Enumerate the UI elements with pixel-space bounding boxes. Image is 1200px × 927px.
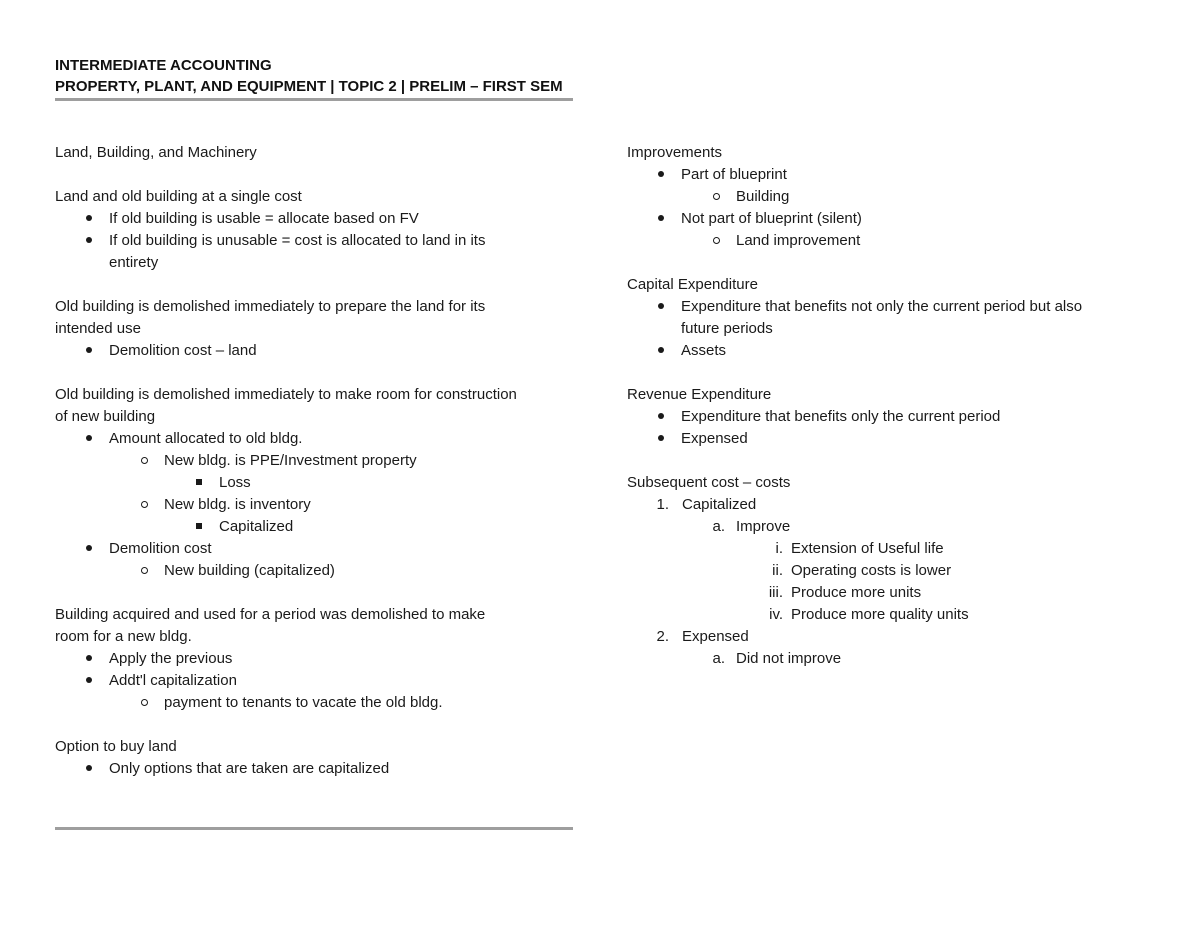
bullet-circle-icon xyxy=(134,494,154,516)
bullet-disc-icon xyxy=(79,230,99,252)
bullet-circle-icon xyxy=(706,230,726,252)
list-item: Expenditure that benefits not only the current period but also xyxy=(627,296,1147,318)
list-subsubitem: Loss xyxy=(55,472,575,494)
list-roman: ii. xyxy=(772,562,783,579)
section-title: Improvements xyxy=(627,144,723,161)
section-title-continuation: room for a new bldg. xyxy=(55,628,192,645)
list-item-continuation: future periods xyxy=(681,320,773,337)
list-item: Amount allocated to old bldg. xyxy=(55,428,575,450)
list-item: Not part of blueprint (silent) xyxy=(627,208,1147,230)
bullet-disc-icon xyxy=(651,296,671,318)
section-title: Old building is demolished immediately to prepare the land for its xyxy=(55,298,486,315)
list-item: Apply the previous xyxy=(55,648,575,670)
bullet-circle-icon xyxy=(134,450,154,472)
list-letter: a. xyxy=(712,518,725,535)
bullet-disc-icon xyxy=(79,538,99,560)
roman-item: ii. Operating costs is lower xyxy=(627,560,1147,582)
list-item: Demolition cost xyxy=(55,538,575,560)
left-column xyxy=(55,142,575,780)
list-subsubitem: Capitalized xyxy=(55,516,575,538)
bullet-square-icon xyxy=(189,472,209,494)
section-title: Land and old building at a single cost xyxy=(55,188,302,205)
bullet-circle-icon xyxy=(706,186,726,208)
bullet-circle-icon xyxy=(134,560,154,582)
list-subitem: New bldg. is inventory xyxy=(55,494,575,516)
list-letter: a. xyxy=(712,650,725,667)
bullet-square-icon xyxy=(189,516,209,538)
list-item: Assets xyxy=(627,340,1147,362)
bullet-disc-icon xyxy=(79,208,99,230)
bullet-disc-icon xyxy=(79,670,99,692)
bullet-disc-icon xyxy=(651,428,671,450)
list-item: Expensed xyxy=(627,428,1147,450)
section-title: Capital Expenditure xyxy=(627,276,758,293)
topic-subtitle: PROPERTY, PLANT, AND EQUIPMENT | TOPIC 2 | PRELIM – FIRST SEM xyxy=(55,78,563,95)
bullet-circle-icon xyxy=(134,692,154,714)
bullet-disc-icon xyxy=(651,164,671,186)
document-header xyxy=(55,55,575,97)
list-item: Part of blueprint xyxy=(627,164,1147,186)
list-subitem: New bldg. is PPE/Investment property xyxy=(55,450,575,472)
list-item: If old building is usable = allocate based on FV xyxy=(55,208,575,230)
numbered-item: 1. Capitalized xyxy=(627,494,1147,516)
section-title: Revenue Expenditure xyxy=(627,386,772,403)
section-title: Building acquired and used for a period was demolished to make xyxy=(55,606,486,623)
header-divider xyxy=(55,98,573,101)
list-item: Only options that are taken are capitalized xyxy=(55,758,575,780)
bullet-disc-icon xyxy=(79,428,99,450)
list-subitem: payment to tenants to vacate the old bldg. xyxy=(55,692,575,714)
roman-item: i. Extension of Useful life xyxy=(627,538,1147,560)
section-title: Subsequent cost – costs xyxy=(627,474,791,491)
bullet-disc-icon xyxy=(79,648,99,670)
list-roman: i. xyxy=(775,540,783,557)
lettered-item: a. Improve xyxy=(627,516,1147,538)
list-subitem: Building xyxy=(627,186,1147,208)
bullet-disc-icon xyxy=(651,406,671,428)
bullet-disc-icon xyxy=(651,340,671,362)
list-item-continuation: entirety xyxy=(109,254,159,271)
roman-item: iii. Produce more units xyxy=(627,582,1147,604)
list-roman: iii. xyxy=(768,584,783,601)
footer-divider xyxy=(55,827,573,830)
section-title: Option to buy land xyxy=(55,738,177,755)
lettered-item: a. Did not improve xyxy=(627,648,1147,670)
section-title: Old building is demolished immediately to make room for construction xyxy=(55,386,517,403)
list-number: 1. xyxy=(656,496,669,513)
bullet-disc-icon xyxy=(79,758,99,780)
list-roman: iv. xyxy=(769,606,783,623)
list-item: Expenditure that benefits only the current period xyxy=(627,406,1147,428)
course-title: INTERMEDIATE ACCOUNTING xyxy=(55,57,272,74)
section-title-continuation: intended use xyxy=(55,320,141,337)
bullet-disc-icon xyxy=(79,340,99,362)
list-number: 2. xyxy=(656,628,669,645)
numbered-item: 2. Expensed xyxy=(627,626,1147,648)
section-title-continuation: of new building xyxy=(55,408,156,425)
bullet-disc-icon xyxy=(651,208,671,230)
list-item: If old building is unusable = cost is allocated to land in its xyxy=(55,230,575,252)
roman-item: iv. Produce more quality units xyxy=(627,604,1147,626)
section-heading: Land, Building, and Machinery xyxy=(55,144,257,161)
list-item: Addt'l capitalization xyxy=(55,670,575,692)
list-subitem: New building (capitalized) xyxy=(55,560,575,582)
list-item: Demolition cost – land xyxy=(55,340,575,362)
list-subitem: Land improvement xyxy=(627,230,1147,252)
right-column xyxy=(627,142,1147,670)
